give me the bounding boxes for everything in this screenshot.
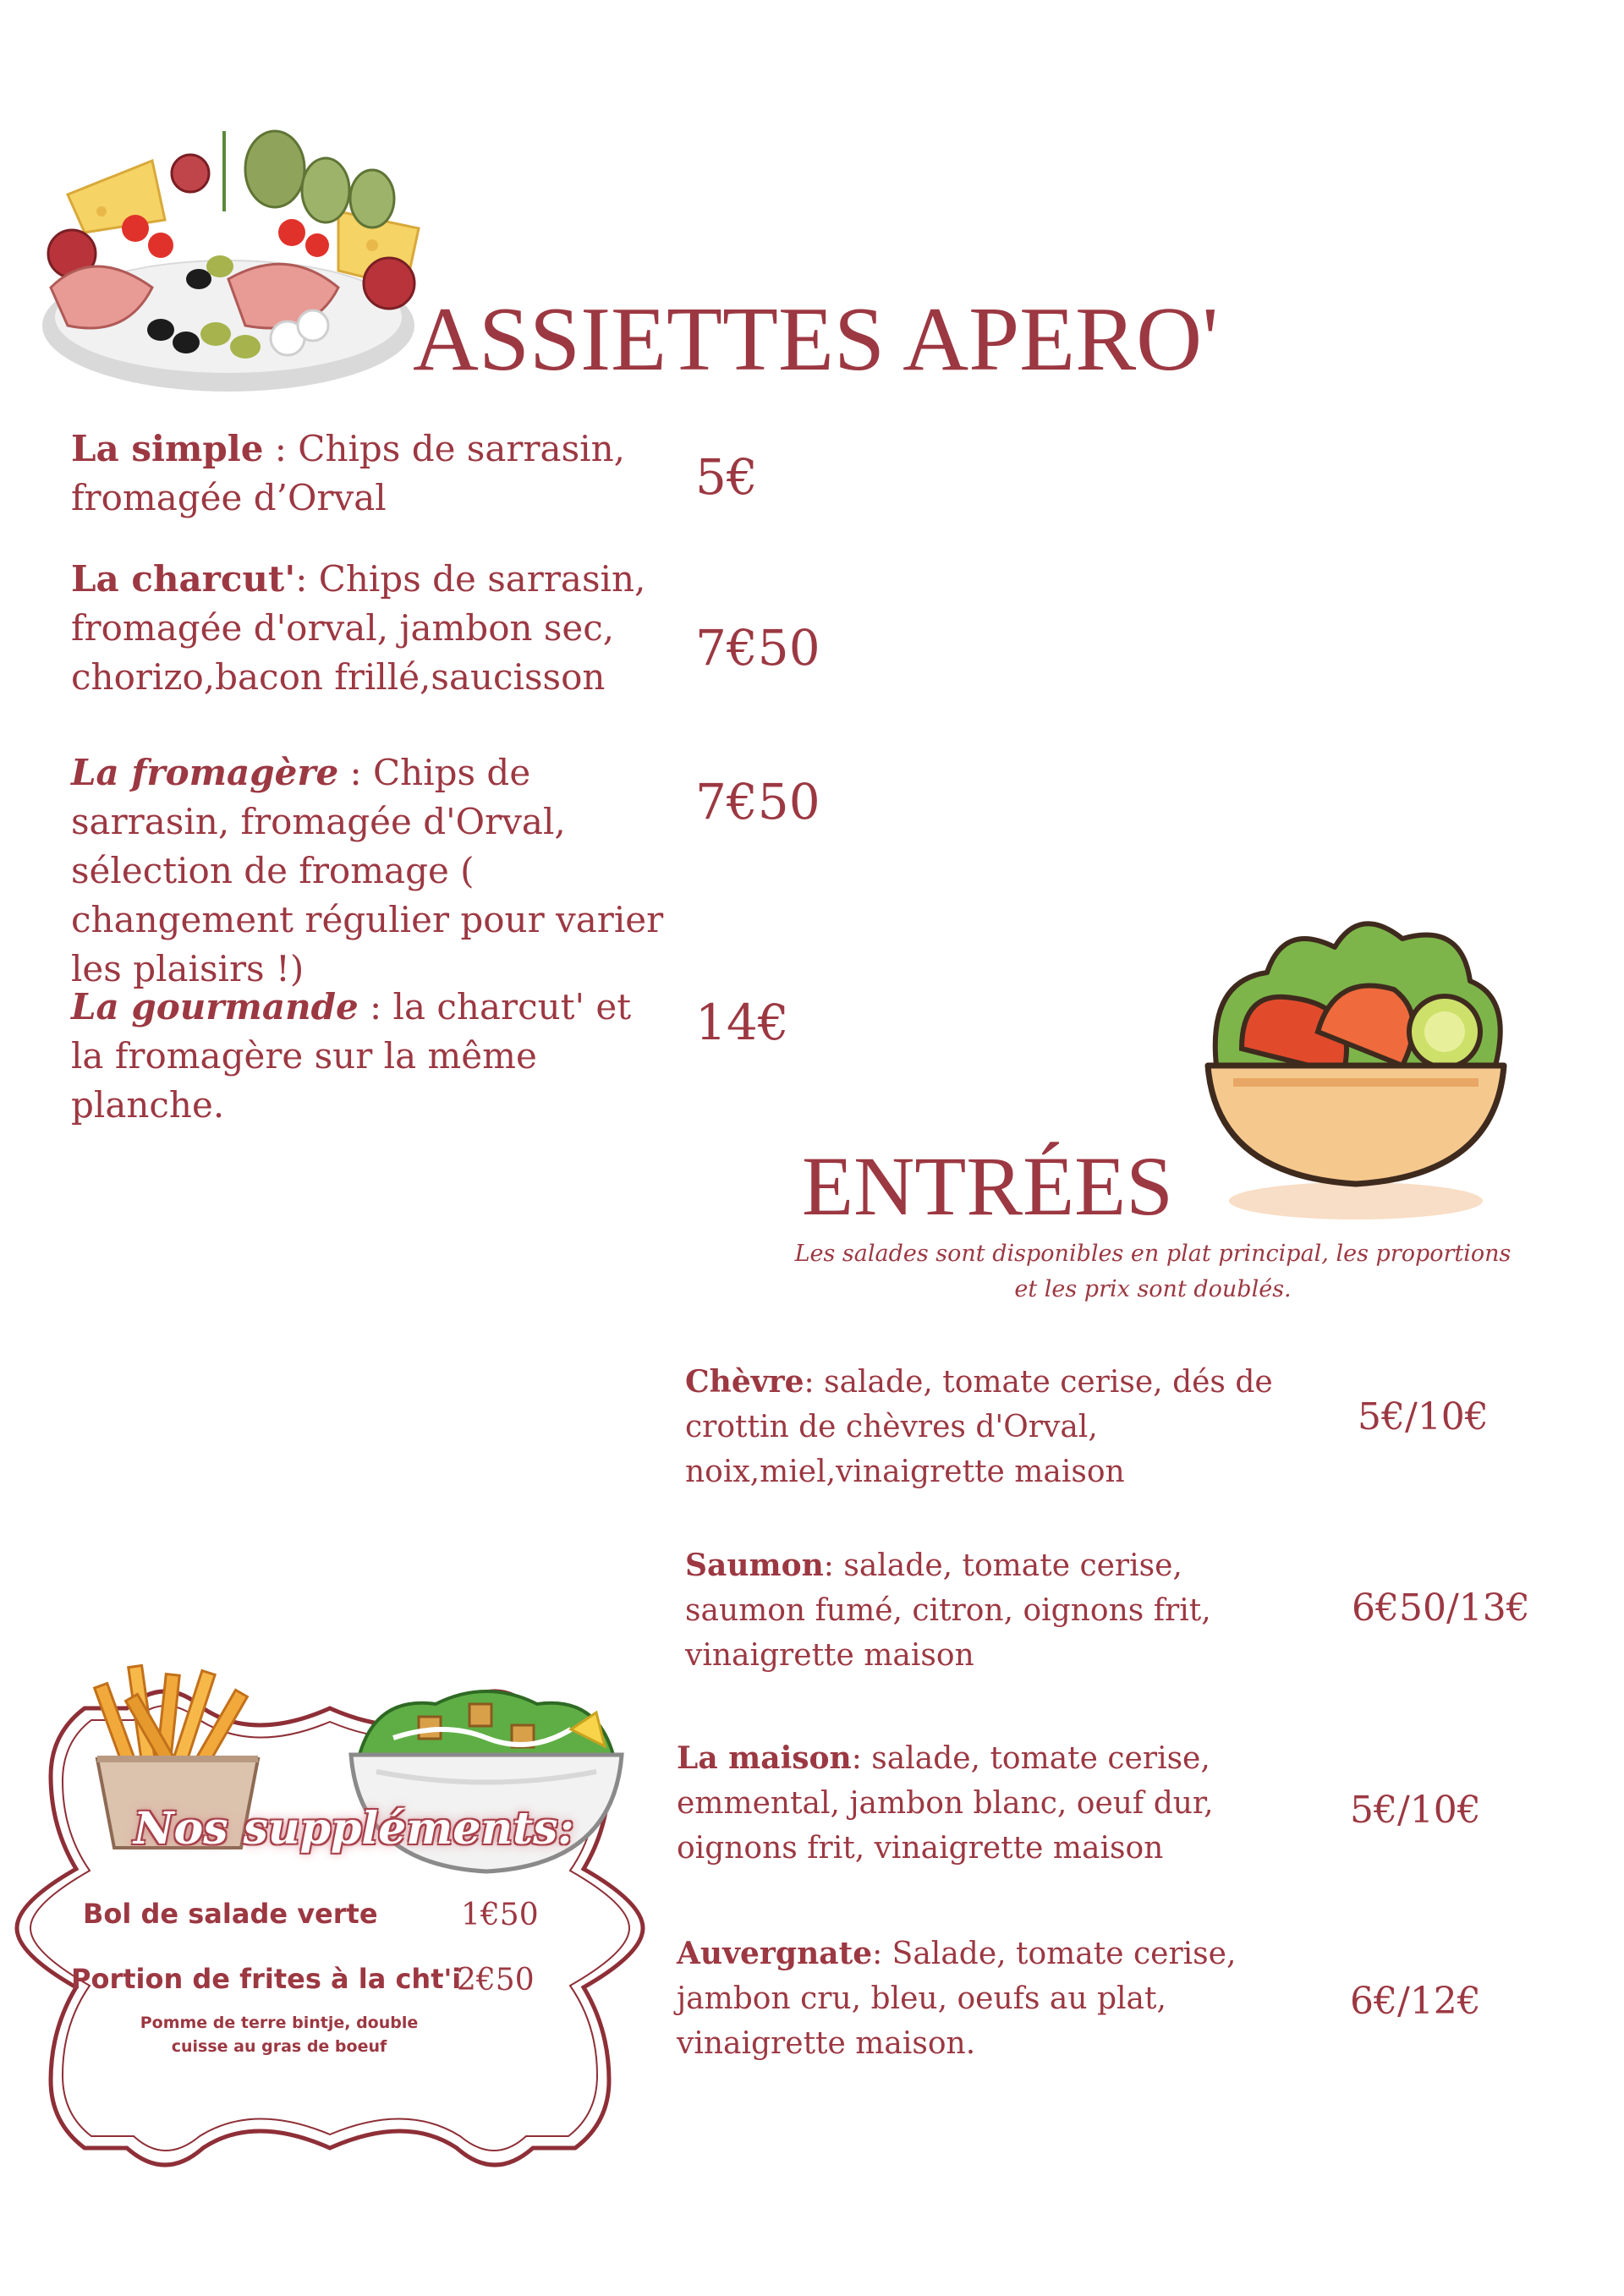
item-name: Chèvre	[685, 1364, 804, 1400]
item-description: : Salade, tomate cerise, jambon cru, bleu, oeufs au plat, vinaigrette maison.	[677, 1937, 1237, 2061]
item-description: : salade, tomate cerise, saumon fumé, citron, oignons frit, vinaigrette maison	[685, 1548, 1211, 1673]
item-description: : Chips de sarrasin, fromagée d’Orval	[71, 428, 625, 518]
item-name: La fromagère	[71, 752, 339, 793]
apero-item-charcut	[71, 555, 680, 702]
entree-item-auvergnate	[677, 1932, 1252, 2066]
item-description: : la charcut' et la fromagère sur la même planche.	[71, 986, 632, 1126]
entree-item-saumon	[685, 1543, 1260, 1678]
entree-price-auvergnate: 6€/12€	[1350, 1980, 1481, 2023]
entree-price-chevre: 5€/10€	[1358, 1395, 1489, 1438]
supplement-label-frites: Portion de frites à la cht'i	[71, 1963, 462, 1995]
salad-bowl-icon	[1191, 905, 1521, 1235]
item-name: La charcut'	[71, 558, 296, 600]
apero-price-fromagere: 7€50	[695, 773, 820, 830]
apero-price-charcut: 7€50	[695, 619, 820, 677]
apero-price-gourmande: 14€	[695, 994, 789, 1051]
charcuterie-platter-icon	[34, 118, 431, 406]
apero-price-simple: 5€	[695, 448, 758, 506]
item-description: : Chips de sarrasin, fromagée d'Orval, sélection de fromage ( changement régulier pour varier les plaisirs !)	[71, 752, 664, 989]
item-description: : salade, tomate cerise, dés de crottin de chèvres d'Orval, noix,miel,vinaigrette maison	[685, 1365, 1273, 1489]
entree-price-saumon: 6€50/13€	[1352, 1586, 1530, 1630]
entrees-title: ENTRÉES	[802, 1139, 1173, 1233]
item-name: La maison	[677, 1740, 852, 1776]
item-name: La simple	[71, 428, 264, 469]
entrees-note: Les salades sont disponibles en plat principal, les proportions et les prix sont doublés.	[794, 1241, 1512, 1302]
supplement-note-frites: Pomme de terre bintje, double cuisse au gras de boeuf	[140, 2014, 419, 2056]
apero-item-fromagere	[71, 748, 680, 994]
supplement-price-salade: 1€50	[461, 1898, 539, 1932]
entree-item-maison	[677, 1736, 1286, 1871]
apero-title: ASSIETTES APERO'	[413, 289, 1219, 390]
item-name: Saumon	[685, 1548, 824, 1583]
apero-item-gourmande	[71, 983, 646, 1130]
item-name: La gourmande	[71, 986, 359, 1027]
supplement-label-salade: Bol de salade verte	[83, 1898, 378, 1930]
supplement-price-frites: 2€50	[457, 1963, 535, 1997]
entree-price-maison: 5€/10€	[1350, 1789, 1481, 1832]
item-description: : salade, tomate cerise, emmental, jambon blanc, oeuf dur, oignons frit, vinaigrette maison	[677, 1741, 1214, 1866]
item-name: Auvergnate	[677, 1936, 873, 1971]
item-description: : Chips de sarrasin, fromagée d'orval, jambon sec, chorizo,bacon frillé,saucisson	[71, 558, 646, 698]
apero-item-simple	[71, 425, 680, 523]
entree-item-chevre	[685, 1360, 1311, 1494]
supplements-title: Nos suppléments:	[134, 1803, 574, 1855]
